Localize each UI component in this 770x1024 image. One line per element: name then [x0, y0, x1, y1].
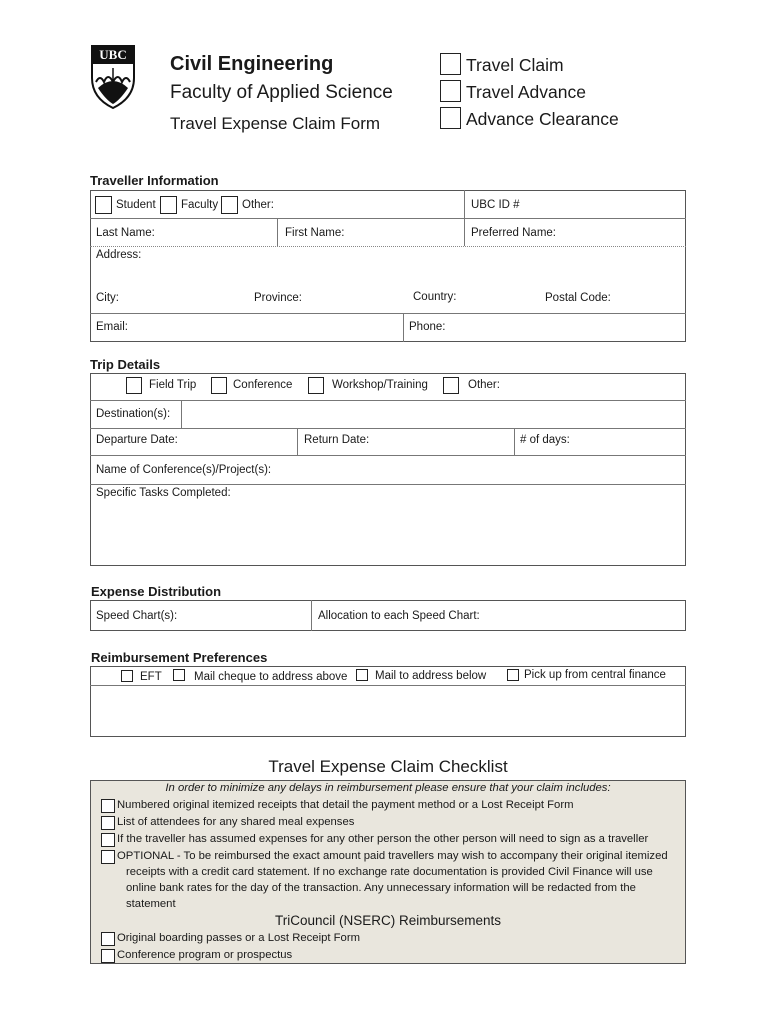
mail-below-label: Mail to address below	[375, 670, 487, 682]
checklist-item-receipts: Numbered original itemized receipts that detail the payment method or a Lost Receipt Form	[117, 799, 574, 811]
checklist-item-optional-line: receipts with a credit card statement. If no exchange rate documentation is provided Civil Finance will use	[126, 866, 653, 878]
departure-date-field[interactable]: Departure Date:	[96, 434, 178, 446]
trip-heading: Trip Details	[90, 357, 161, 372]
other-label: Other:	[242, 199, 274, 211]
workshop-checkbox[interactable]	[308, 377, 324, 394]
preferred-name-field[interactable]: Preferred Name:	[471, 227, 557, 239]
trip-other-checkbox[interactable]	[443, 377, 459, 394]
divider	[297, 428, 298, 455]
travel-advance-label: Travel Advance	[466, 82, 586, 102]
divider	[514, 428, 515, 455]
travel-claim-checkbox[interactable]	[440, 53, 461, 75]
mail-below-checkbox[interactable]	[356, 669, 368, 681]
logo-text: UBC	[99, 47, 127, 62]
checklist-title: Travel Expense Claim Checklist	[268, 757, 508, 776]
divider	[90, 218, 686, 219]
eft-checkbox[interactable]	[121, 670, 133, 682]
expense-heading: Expense Distribution	[91, 584, 222, 599]
traveller-heading: Traveller Information	[90, 173, 219, 188]
divider	[277, 218, 278, 246]
ubc-id-field[interactable]: UBC ID #	[471, 199, 520, 211]
other-checkbox[interactable]	[221, 196, 238, 214]
tricouncil-title: TriCouncil (NSERC) Reimbursements	[274, 913, 502, 928]
checklist-item-attendees: List of attendees for any shared meal expenses	[117, 816, 355, 828]
mail-above-checkbox[interactable]	[173, 669, 185, 681]
phone-field[interactable]: Phone:	[409, 321, 446, 333]
return-date-field[interactable]: Return Date:	[304, 434, 370, 446]
divider	[90, 313, 686, 314]
checklist-item-optional-line: statement	[126, 898, 176, 910]
advance-clearance-label: Advance Clearance	[466, 109, 619, 129]
speed-chart-field[interactable]: Speed Chart(s):	[96, 610, 178, 622]
divider	[181, 400, 182, 428]
city-field[interactable]: City:	[96, 292, 119, 304]
divider	[90, 246, 686, 247]
faculty-title: Faculty of Applied Science	[170, 82, 393, 103]
days-field[interactable]: # of days:	[520, 434, 570, 446]
last-name-field[interactable]: Last Name:	[96, 227, 155, 239]
form-title: Travel Expense Claim Form	[170, 114, 381, 133]
divider	[403, 313, 404, 342]
advance-clearance-checkbox[interactable]	[440, 107, 461, 129]
workshop-label: Workshop/Training	[332, 379, 428, 391]
divider	[90, 400, 686, 401]
divider	[311, 600, 312, 631]
checklist-item-optional-line: online bank rates for the day of the transaction. Any unnecessary information will be redacted from the	[126, 882, 636, 894]
divider	[90, 685, 686, 686]
divider	[90, 484, 686, 485]
conference-name-field[interactable]: Name of Conference(s)/Project(s):	[96, 464, 272, 476]
address-field[interactable]: Address:	[96, 249, 142, 261]
receipts-checkbox[interactable]	[101, 799, 115, 813]
pickup-label: Pick up from central finance	[524, 669, 666, 681]
conference-checkbox[interactable]	[211, 377, 227, 394]
postal-code-field[interactable]: Postal Code:	[545, 292, 611, 304]
reimbursement-heading: Reimbursement Preferences	[91, 650, 268, 665]
department-title: Civil Engineering	[170, 53, 334, 75]
divider	[90, 428, 686, 429]
allocation-field[interactable]: Allocation to each Speed Chart:	[318, 610, 480, 622]
province-field[interactable]: Province:	[254, 292, 302, 304]
assumed-expenses-checkbox[interactable]	[101, 833, 115, 847]
conference-program-checkbox[interactable]	[101, 949, 115, 963]
checklist-item-optional: OPTIONAL - To be reimbursed the exact amount paid travellers may wish to accompany their original itemized	[117, 850, 668, 862]
boarding-passes-checkbox[interactable]	[101, 932, 115, 946]
travel-claim-label: Travel Claim	[466, 55, 564, 75]
traveller-box	[90, 190, 686, 342]
field-trip-checkbox[interactable]	[126, 377, 142, 394]
destinations-field[interactable]: Destination(s):	[96, 408, 171, 420]
checklist-item-conference-program: Conference program or prospectus	[117, 949, 293, 961]
field-trip-label: Field Trip	[149, 379, 197, 391]
faculty-label: Faculty	[181, 199, 219, 211]
mail-above-label: Mail cheque to address above	[194, 671, 348, 683]
trip-other-label: Other:	[468, 379, 500, 391]
conference-label: Conference	[233, 379, 293, 391]
travel-advance-checkbox[interactable]	[440, 80, 461, 102]
student-checkbox[interactable]	[95, 196, 112, 214]
country-field[interactable]: Country:	[413, 291, 457, 303]
checklist-item-boarding-passes: Original boarding passes or a Lost Receipt Form	[117, 932, 360, 944]
eft-label: EFT	[140, 671, 162, 683]
divider	[90, 455, 686, 456]
checklist-item-assumed-expenses: If the traveller has assumed expenses for any other person the other person will need to sign as a traveller	[117, 833, 649, 845]
optional-checkbox[interactable]	[101, 850, 115, 864]
first-name-field[interactable]: First Name:	[285, 227, 345, 239]
pickup-checkbox[interactable]	[507, 669, 519, 681]
checklist-intro: In order to minimize any delays in reimbursement please ensure that your claim includes:	[165, 782, 611, 794]
email-field[interactable]: Email:	[96, 321, 128, 333]
divider	[464, 218, 465, 246]
attendees-checkbox[interactable]	[101, 816, 115, 830]
tasks-field[interactable]: Specific Tasks Completed:	[96, 487, 231, 499]
faculty-checkbox[interactable]	[160, 196, 177, 214]
student-label: Student	[116, 199, 156, 211]
divider	[464, 190, 465, 218]
